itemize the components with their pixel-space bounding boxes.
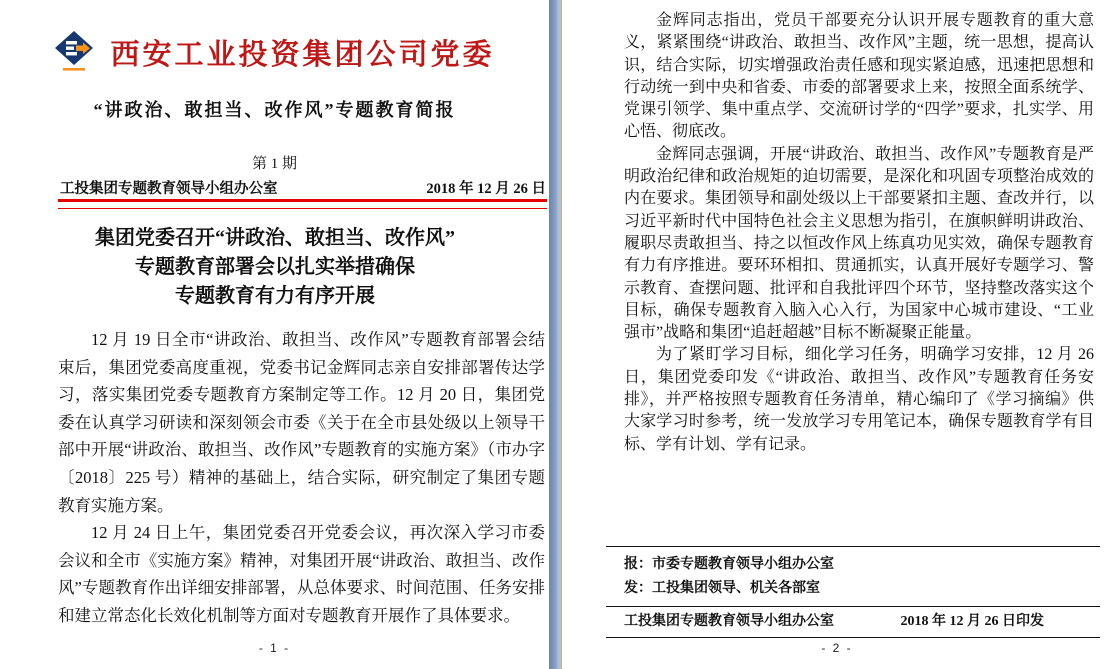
print-issuer-row — [606, 606, 1100, 637]
issue-date: 2018 年 12 月 26 日 — [426, 181, 546, 197]
footer-print-date: 2018 年 12 月 26 日印发 — [900, 614, 1044, 629]
page-number-2: - 2 - — [821, 641, 853, 655]
organization-title: 西安工业投资集团公司党委 — [110, 38, 495, 71]
article-title-line-3: 专题教育有力有序开展 — [175, 285, 375, 307]
distribution-lines — [606, 547, 1100, 606]
paragraph: 为了紧盯学习目标，细化学习任务，明确学习安排，12 月 26 日，集团党委印发《“讲政治、敢担当、改作风”专题教育任务安排》，并严格按照专题教育任务清单，精心编印了《学习摘编》供大家学习时参考，统一发放学习专用笔记本，确保专题教育学有目标、学有计划、学有记录。 — [624, 346, 1094, 453]
paragraph: 金辉同志指出，党员干部要充分认识开展专题教育的重大意义，紧紧围绕“讲政治、敢担当、改作风”主题，统一思想，提高认识，结合实际，切实增强政治责任感和现实紧迫感，迅速把思想和行动统一到中央和省委、市委的部署要求上来，按照全面系统学、党课引领学、集中重点学、交流研讨学的“四学”要求，扎实学、用心悟、彻底改。 — [624, 12, 1094, 141]
issuing-office: 工投集团专题教育领导小组办公室 — [60, 181, 278, 197]
distribution-footer — [606, 546, 1100, 638]
article-title-line-1: 集团党委召开“讲政治、敢担当、改作风” — [95, 227, 455, 249]
footer-issuing-office: 工投集团专题教育领导小组办公室 — [624, 614, 834, 629]
article-body-page-2 — [624, 10, 1094, 456]
page-number-1: - 1 - — [258, 641, 291, 655]
paragraph: 金辉同志强调，开展“讲政治、敢担当、改作风”专题教育是严明政治纪律和政治规矩的迫切需要，是深化和巩固专项整治成效的内在要求。集团领导和副处级以上干部要紧扣主题、查改并行，以习近平新时代中国特色社会主义思想为指引，在旗帜鲜明讲政治、履职尽责敢担当、持之以恒改作风上练真功见实效，确保专题教育有力有序推进。要环环相扣、贯通抓实，认真开展好专题学习、警示教育、查摆问题、批评和自我批评四个环节，坚持整改落实这个目标，确保专题教育入脑入心入行，为国家中心城市建设、“工业强市”战略和集团“追赶超越”目标不断凝聚正能量。 — [624, 145, 1094, 342]
page-1 — [0, 0, 549, 669]
article-body-page-1 — [58, 326, 545, 630]
report-to-line: 报：市委专题教育领导小组办公室 — [624, 557, 834, 572]
page-gap-divider — [549, 0, 562, 669]
article-title-line-2: 专题教育部署会以扎实举措确保 — [135, 256, 415, 278]
paragraph: 12 月 19 日全市“讲政治、敢担当、改作风”专题教育部署会结束后，集团党委高度重视，党委书记金辉同志亲自安排部署传达学习，落实集团党委专题教育方案制定等工作。12 月 20 日，集团党委在认真学习研读和深刻领会市委《关于在全市县处级以上领导干部中开展“讲政治、敢担当、改作风”专题教育的实施方案》（市办字〔2018〕225 号）精神的基础上，结合实际，研究制定了集团专题教育实施方案。 — [58, 330, 545, 515]
company-logo-icon — [54, 30, 94, 74]
masthead-red-rule — [58, 199, 547, 209]
masthead — [0, 30, 549, 74]
issue-number: 第 1 期 — [251, 156, 297, 172]
article-title — [40, 224, 510, 311]
distribute-to-line: 发：工投集团领导、机关各部室 — [624, 581, 820, 596]
issuer-row — [60, 177, 546, 198]
page-2 — [562, 0, 1112, 669]
bulletin-title: “讲政治、敢担当、改作风”专题教育简报 — [93, 100, 456, 120]
paragraph: 12 月 24 日上午，集团党委召开党委会议，再次深入学习市委会议和全市《实施方案》精神，对集团开展“讲政治、敢担当、改作风”专题教育作出详细安排部署，从总体要求、时间范围、任务安排和建立常态化长效化机制等方面对专题教育开展作了具体要求。 — [58, 523, 545, 625]
